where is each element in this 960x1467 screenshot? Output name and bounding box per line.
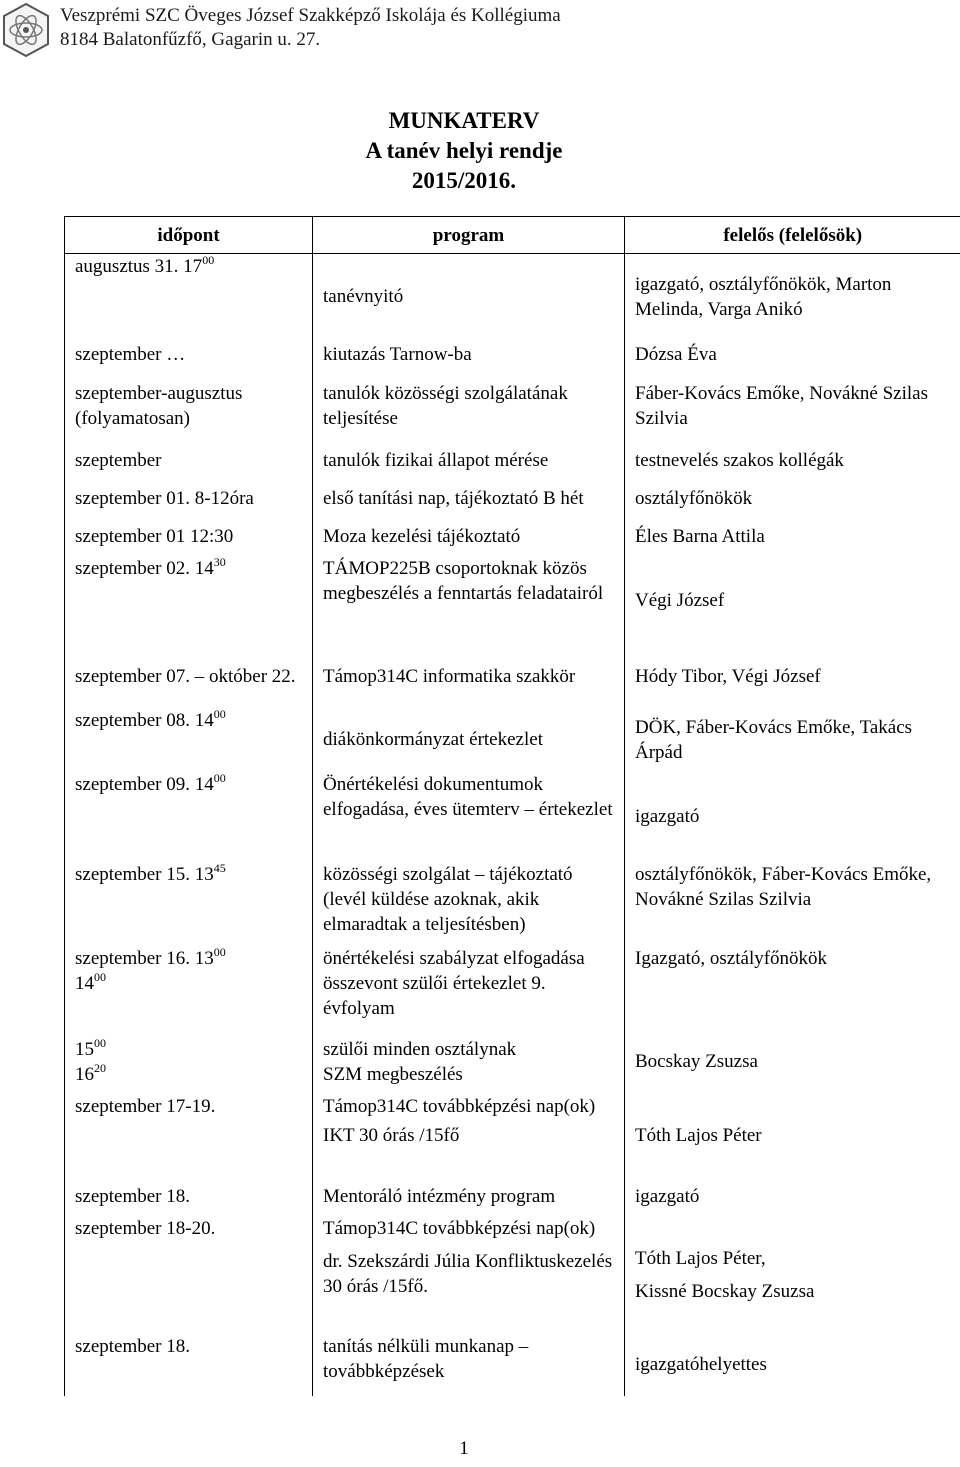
date-time-sup: 00 [213, 944, 226, 959]
table-row [65, 340, 960, 370]
program-line-2: IKT 30 órás /15fő [323, 1124, 460, 1146]
cell-responsible: Éles Barna Attila [625, 518, 960, 556]
date-text: augusztus 31. 17 [75, 256, 203, 277]
date-time-sup-2: 20 [94, 1060, 106, 1075]
header-program: program [313, 217, 625, 254]
cell-responsible: Tóth Lajos Péter [625, 1094, 960, 1178]
date-text: szeptember 16. 13 [75, 947, 214, 969]
cell-responsible: Dózsa Éva [625, 340, 960, 370]
date-time-sup: 00 [213, 706, 226, 721]
table-row [65, 518, 960, 556]
cell-responsible: Végi József [625, 556, 960, 646]
cell-program: közösségi szolgálat – tájékoztató (levél küldése azoknak, akik elmaradtak a teljesítésben) [313, 862, 625, 946]
table-row [65, 708, 960, 772]
title-line-1: MUNKATERV [388, 108, 540, 133]
program-line-1: szülői minden osztálynak [323, 1038, 517, 1060]
table-row [65, 772, 960, 862]
cell-date [65, 772, 313, 862]
cell-program: tanítás nélküli munkanap – továbbképzések [313, 1334, 625, 1396]
cell-date [65, 946, 313, 1030]
date-time-sup: 00 [213, 770, 226, 785]
school-info [60, 4, 561, 52]
date-time-sup: 45 [213, 860, 226, 875]
cell-date [65, 556, 313, 646]
cell-date [65, 254, 313, 340]
cell-responsible: Igazgató, osztályfőnökök [625, 946, 960, 1030]
cell-program: Támop314C informatika szakkör [313, 646, 625, 708]
title-line-3: 2015/2016. [411, 168, 517, 193]
date-time-sup: 00 [202, 253, 215, 267]
page-header [0, 0, 960, 60]
cell-date: szeptember … [65, 340, 313, 370]
cell-responsible: igazgató, osztályfőnökök, Marton Melinda, Varga Anikó [625, 254, 960, 340]
school-logo-icon [2, 2, 50, 58]
cell-responsible [625, 1216, 960, 1334]
cell-date: szeptember-augusztus (folyamatosan) [65, 370, 313, 442]
table-row [65, 556, 960, 646]
cell-program [313, 1094, 625, 1178]
program-line-1: Támop314C továbbképzési nap(ok) [323, 1217, 596, 1239]
cell-date: szeptember [65, 442, 313, 480]
schedule-table [64, 216, 960, 1396]
header-responsible: felelős (felelősök) [625, 217, 960, 254]
cell-date: szeptember 01 12:30 [65, 518, 313, 556]
cell-program [313, 1216, 625, 1334]
date-time-sup-2: 00 [94, 969, 106, 984]
table-row [65, 1216, 960, 1334]
table-row [65, 1030, 960, 1094]
program-line-2: SZM megbeszélés [323, 1063, 463, 1085]
cell-date [65, 708, 313, 772]
table-row [65, 946, 960, 1030]
cell-responsible: Bocskay Zsuzsa [625, 1030, 960, 1094]
date-text-2: 14 [75, 972, 94, 994]
cell-program: Önértékelési dokumentumok elfogadása, éves ütemterv – értekezlet [313, 772, 625, 862]
cell-responsible: Fáber-Kovács Emőke, Novákné Szilas Szilvia [625, 370, 960, 442]
cell-date [65, 862, 313, 946]
date-time-sup: 00 [94, 1035, 106, 1050]
table-row [65, 862, 960, 946]
table-row [65, 480, 960, 518]
table-row [65, 646, 960, 708]
cell-responsible: Hódy Tibor, Végi József [625, 646, 960, 708]
cell-program: TÁMOP225B csoportoknak közös megbeszélés a fenntartás feladatairól [313, 556, 625, 646]
cell-program: kiutazás Tarnow-ba [313, 340, 625, 370]
title-line-2: A tanév helyi rendje [365, 138, 563, 163]
table-header-row [65, 217, 960, 254]
header-date: időpont [65, 217, 313, 254]
cell-date: szeptember 01. 8-12óra [65, 480, 313, 518]
cell-responsible: osztályfőnökök [625, 480, 960, 518]
table-row [65, 1334, 960, 1396]
document-title [0, 106, 928, 196]
responsible-line-1: Tóth Lajos Péter, [635, 1247, 766, 1269]
date-time-sup: 30 [213, 554, 226, 569]
cell-responsible: osztályfőnökök, Fáber-Kovács Emőke, Novákné Szilas Szilvia [625, 862, 960, 946]
cell-date: szeptember 17-19. [65, 1094, 313, 1178]
cell-responsible: igazgató [625, 772, 960, 862]
cell-date: szeptember 18. [65, 1178, 313, 1216]
date-text-2: 16 [75, 1063, 94, 1085]
cell-program: diákönkormányzat értekezlet [313, 708, 625, 772]
date-text: 15 [75, 1038, 94, 1060]
page-number: 1 [459, 1438, 469, 1459]
cell-program: Moza kezelési tájékoztató [313, 518, 625, 556]
cell-responsible: testnevelés szakos kollégák [625, 442, 960, 480]
cell-date: szeptember 18. [65, 1334, 313, 1396]
cell-date [65, 1030, 313, 1094]
table-row [65, 1178, 960, 1216]
table-row [65, 1094, 960, 1178]
date-text: szeptember 15. 13 [75, 863, 214, 885]
table-row [65, 442, 960, 480]
cell-responsible: DÖK, Fáber-Kovács Emőke, Takács Árpád [625, 708, 960, 772]
cell-program: tanulók közösségi szolgálatának teljesítése [313, 370, 625, 442]
cell-date: szeptember 18-20. [65, 1216, 313, 1334]
cell-program [313, 1030, 625, 1094]
cell-date: szeptember 07. – október 22. [65, 646, 313, 708]
cell-program: tanévnyitó [313, 254, 625, 340]
school-name: Veszprémi SZC Öveges József Szakképző Iskolája és Kollégiuma [60, 5, 561, 26]
cell-responsible: igazgató [625, 1178, 960, 1216]
cell-program: első tanítási nap, tájékoztató B hét [313, 480, 625, 518]
school-address: 8184 Balatonfűzfő, Gagarin u. 27. [60, 29, 321, 50]
program-line-2: dr. Szekszárdi Júlia Konfliktuskezelés 30 órás /15fő. [323, 1250, 613, 1297]
responsible-line-2: Kissné Bocskay Zsuzsa [635, 1280, 815, 1302]
cell-program: tanulók fizikai állapot mérése [313, 442, 625, 480]
cell-program: Mentoráló intézmény program [313, 1178, 625, 1216]
program-line-1: Támop314C továbbképzési nap(ok) [323, 1095, 596, 1117]
cell-responsible: igazgatóhelyettes [625, 1334, 960, 1396]
date-text: szeptember 02. 14 [75, 557, 214, 579]
date-text: szeptember 08. 14 [75, 709, 214, 731]
table-row [65, 370, 960, 442]
cell-program: önértékelési szabályzat elfogadása összevont szülői értekezlet 9. évfolyam [313, 946, 625, 1030]
date-text: szeptember 09. 14 [75, 773, 214, 795]
table-row [65, 254, 960, 340]
